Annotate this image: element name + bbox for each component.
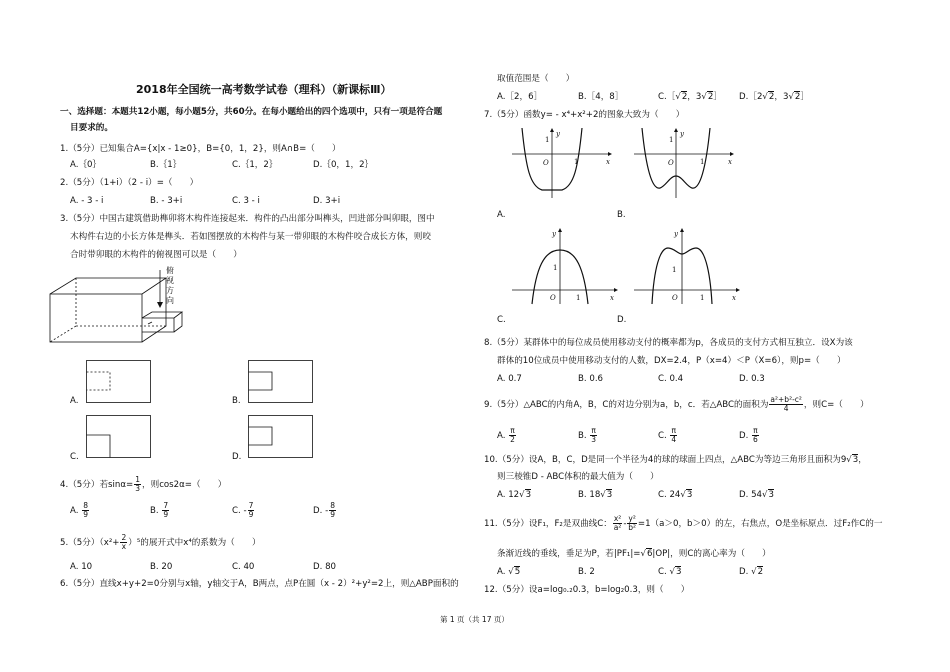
- q5-option-b: B. 20: [150, 562, 173, 572]
- q4-option-a: A. $\frac{8}{9}$: [70, 501, 88, 519]
- q3-line3: 合时带卯眼的木构件的俯视图可以是（ ）: [70, 250, 242, 260]
- q11-option-c: C. √3: [658, 567, 682, 577]
- q7-option-b: B.: [617, 210, 626, 220]
- svg-text:1: 1: [669, 136, 674, 144]
- q7-graph-c[interactable]: [510, 228, 620, 306]
- q11-option-b: B. 2: [578, 567, 595, 577]
- q7-graph-d[interactable]: [632, 228, 742, 306]
- svg-text:y: y: [552, 230, 556, 238]
- q6-line2: 取值范围是（ ）: [497, 74, 575, 84]
- svg-text:O: O: [543, 159, 549, 167]
- q2-option-d: D. 3+i: [313, 196, 341, 206]
- svg-text:1: 1: [576, 294, 581, 302]
- q3-option-b-figure[interactable]: [248, 360, 314, 404]
- q8-line2: 群体的10位成员中使用移动支付的人数，DX=2.4，P（x=4）＜P（X=6），则p=（ ）: [497, 356, 846, 366]
- q7-graph-a[interactable]: [510, 128, 610, 200]
- q6-line1: 6.（5分）直线x+y+2=0分别与x轴，y轴交于A，B两点，点P在圆（x - 2）²+y²=2上，则△ABP面积的: [60, 579, 459, 589]
- view-direction-label: 俯视方向: [166, 266, 174, 305]
- svg-text:y: y: [674, 230, 678, 238]
- q4-option-b: B. $\frac{7}{9}$: [150, 501, 169, 519]
- q3-option-a-figure[interactable]: [86, 360, 152, 404]
- q5-option-d: D. 80: [313, 562, 337, 572]
- page-title: 2018年全国统一高考数学试卷（理科）（新课标Ⅲ）: [136, 83, 392, 96]
- svg-text:1: 1: [553, 264, 558, 272]
- svg-text:x: x: [610, 294, 614, 302]
- q9-stem: 9.（5分）△ABC的内角A，B，C的对边分别为a，b，c．若△ABC的面积为 $\frac{\text{a²+b²-c²}}{4}$ ，则C=（ ）: [484, 395, 869, 413]
- q4-option-c: C. - $\frac{7}{9}$: [232, 501, 254, 519]
- q5-option-a: A. 10: [70, 562, 93, 572]
- svg-text:O: O: [668, 159, 674, 167]
- svg-text:y: y: [680, 130, 684, 138]
- q3-option-c-figure[interactable]: [86, 415, 152, 459]
- q3-option-c: C.: [70, 452, 79, 462]
- page-footer: 第 1 页（共 17 页）: [440, 615, 509, 624]
- q6-option-b: B.［4，8］: [578, 92, 624, 102]
- q3-line1: 3.（5分）中国古建筑借助榫卯将木构件连接起来．构件的凸出部分叫榫头，凹进部分叫卯眼，图中: [60, 214, 435, 224]
- svg-text:O: O: [550, 294, 556, 302]
- q8-option-b: B. 0.6: [578, 374, 604, 384]
- q4-stem: 4.（5分）若sinα= $\frac{1}{3}$ ，则cos2α=（ ）: [60, 475, 227, 493]
- q7-option-a: A.: [497, 210, 506, 220]
- q6-option-c: C.［√2，3√2］: [658, 92, 722, 102]
- q1-stem: 1.（5分）已知集合A={x|x - 1≥0}，B={0，1，2}，则A∩B=（ ）: [60, 144, 341, 154]
- q9-option-d: D. $\frac{\pi}{6}$: [739, 426, 758, 444]
- q1-option-b: B.｛1｝: [150, 160, 182, 170]
- q11-option-a: A. √5: [497, 567, 521, 577]
- q7-option-d: D.: [617, 315, 627, 325]
- q1-option-a: A.｛0｝: [70, 160, 102, 170]
- q11-line2: 条渐近线的垂线，垂足为P，若|PF₁|=√6|OP|，则C的离心率为（ ）: [497, 549, 771, 559]
- q3-option-b: B.: [232, 396, 241, 406]
- q10-option-a: A. 12√3: [497, 490, 532, 500]
- q11-line1: 11.（5分）设F₁，F₂是双曲线C： $\frac{\text{x²}}{\text{a²}}$ - $\frac{\text{y²}}{\text{b²}}$ =1（a＞0，b＞0）的左，右焦点，O是坐标原点．过F₂作C的一: [484, 514, 883, 532]
- section-heading: 一、选择题：本题共12小题，每小题5分，共60分。在每小题给出的四个选项中，只有一项是符合题: [60, 107, 443, 117]
- q1-option-c: C.｛1，2｝: [232, 160, 278, 170]
- q3-line2: 木构件右边的小长方体是榫头．若如图摆放的木构件与某一带卯眼的木构件咬合成长方体，则咬: [70, 232, 431, 242]
- section-heading-cont: 目要求的。: [70, 123, 113, 133]
- svg-text:1: 1: [700, 158, 705, 166]
- svg-text:O: O: [672, 294, 678, 302]
- q4-option-d: D. - $\frac{8}{9}$: [313, 501, 335, 519]
- q8-option-a: A. 0.7: [497, 374, 522, 384]
- svg-text:x: x: [732, 294, 736, 302]
- q8-option-c: C. 0.4: [658, 374, 684, 384]
- q2-option-c: C. 3 - i: [232, 196, 260, 206]
- q9-option-c: C. $\frac{\pi}{4}$: [658, 426, 677, 444]
- q1-option-d: D.｛0，1，2｝: [313, 160, 374, 170]
- svg-text:1: 1: [700, 294, 705, 302]
- svg-text:1: 1: [672, 266, 677, 274]
- q11-option-d: D. √2: [739, 567, 764, 577]
- q7-graph-b[interactable]: [632, 128, 732, 200]
- svg-text:1: 1: [545, 136, 550, 144]
- q10-line1: 10.（5分）设A，B，C，D是同一个半径为4的球的球面上四点，△ABC为等边三角形且面积为9√3，: [484, 455, 867, 465]
- q9-option-a: A. $\frac{\pi}{2}$: [497, 426, 515, 444]
- svg-text:x: x: [728, 158, 732, 166]
- q5-stem: 5.（5分）（x²+ $\frac{2}{x}$ ）⁵的展开式中x⁴的系数为（ ）: [60, 533, 261, 551]
- q6-option-d: D.［2√2，3√2］: [739, 92, 809, 102]
- q10-option-c: C. 24√3: [658, 490, 693, 500]
- svg-text:1: 1: [574, 158, 579, 166]
- svg-text:x: x: [606, 158, 610, 166]
- q3-option-d-figure[interactable]: [248, 415, 314, 459]
- svg-text:y: y: [556, 130, 560, 138]
- q10-option-d: D. 54√3: [739, 490, 774, 500]
- q10-option-b: B. 18√3: [578, 490, 613, 500]
- q3-option-d: D.: [232, 452, 242, 462]
- q7-option-c: C.: [497, 315, 506, 325]
- q6-option-a: A.［2，6］: [497, 92, 543, 102]
- q8-option-d: D. 0.3: [739, 374, 765, 384]
- q2-stem: 2.（5分）（1+i）（2 - i）=（ ）: [60, 178, 199, 188]
- q12-stem: 12.（5分）设a=log₀.₂0.3，b=log₂0.3，则（ ）: [484, 585, 690, 595]
- q2-option-a: A. - 3 - i: [70, 196, 104, 206]
- q2-option-b: B. - 3+i: [150, 196, 183, 206]
- q9-option-b: B. $\frac{\pi}{3}$: [578, 426, 597, 444]
- q7-stem: 7.（5分）函数y= - x⁴+x²+2的图象大致为（ ）: [484, 110, 685, 120]
- q8-line1: 8.（5分）某群体中的每位成员使用移动支付的概率都为p，各成员的支付方式相互独立．设X为该: [484, 338, 853, 348]
- q10-line2: 则三棱锥D - ABC体积的最大值为（ ）: [497, 472, 659, 482]
- q5-option-c: C. 40: [232, 562, 255, 572]
- q3-option-a: A.: [70, 396, 79, 406]
